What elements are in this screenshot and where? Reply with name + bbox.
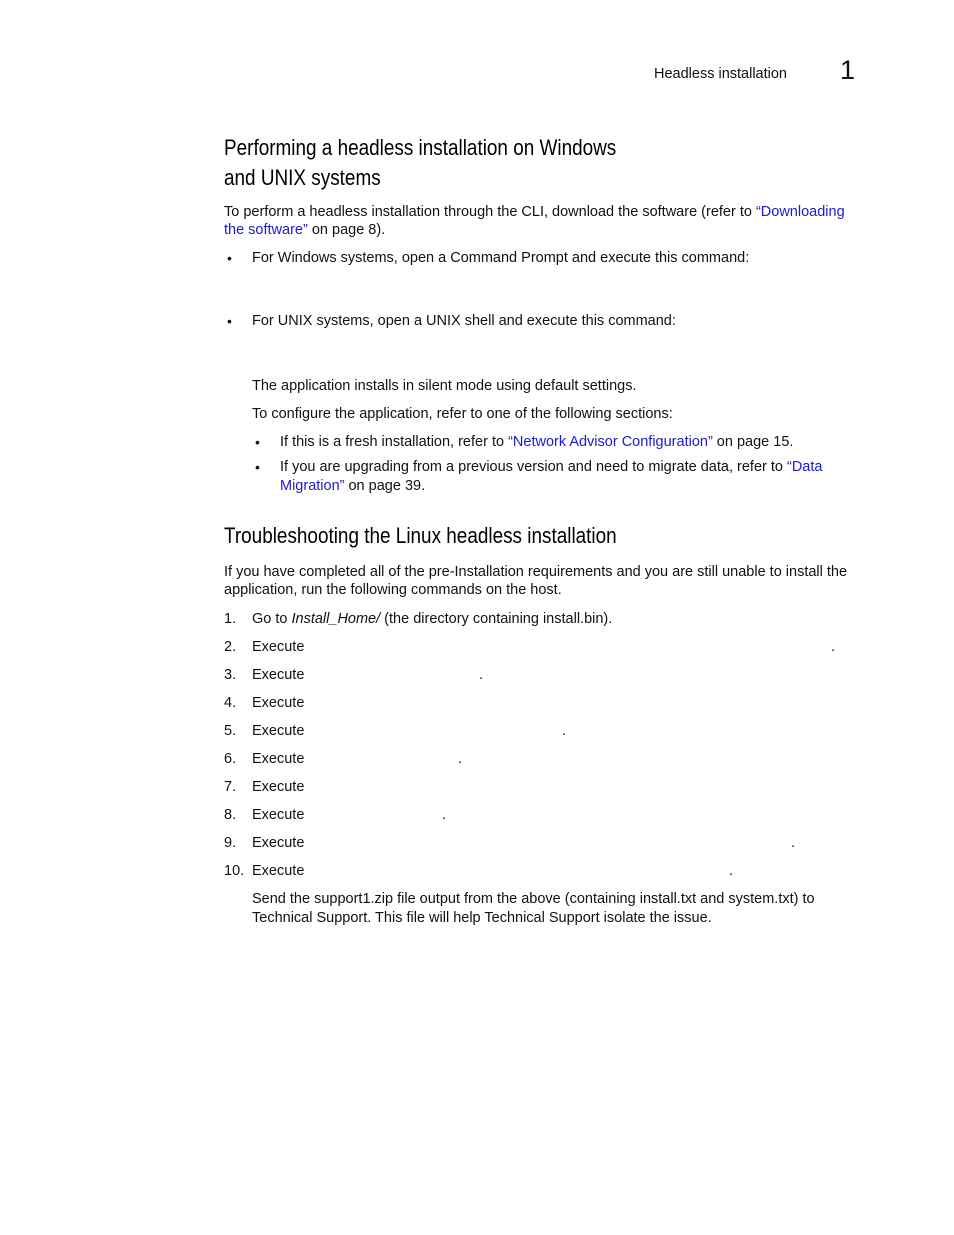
bullet-windows: For Windows systems, open a Command Prompt and execute this command: [252,250,750,266]
running-header: Headless installation [654,66,787,82]
step-period: . [831,639,836,655]
step-number: 5. [224,723,237,739]
step-number: 10. [224,863,245,879]
step-number: 2. [224,639,237,655]
intro-line-1 [224,204,845,220]
intro-text: To perform a headless installation through the CLI, download the software (refer to [224,204,756,220]
link-network-advisor-config[interactable]: “Network Advisor Configuration” [508,434,713,450]
intro-line-2 [224,222,385,238]
intro-page-ref: on page 8). [307,222,386,238]
step-period: . [479,667,484,683]
step-execute-label: Execute [252,863,305,879]
link-downloading-software[interactable]: “Downloading [755,204,845,220]
step-number: 1. [224,611,237,627]
step-period: . [791,835,796,851]
troubleshoot-intro-line-2: application, run the following commands on the host. [224,582,562,598]
step-period: . [458,751,463,767]
step-number: 4. [224,695,237,711]
step1-pre: Go to [252,611,292,627]
sub1-page-ref: on page 15. [712,434,794,450]
step-execute-label: Execute [252,779,305,795]
step-1-text [252,611,612,627]
section-heading-troubleshooting: Troubleshooting the Linux headless installation [224,523,617,548]
step-execute-label: Execute [252,695,305,711]
sub1-text: If this is a fresh installation, refer to [280,434,509,450]
troubleshoot-intro-line-1: If you have completed all of the pre-Installation requirements and you are still unable to install the [224,564,848,580]
step-execute-label: Execute [252,723,305,739]
step-execute-label: Execute [252,667,305,683]
link-data-migration[interactable]: “Data [786,459,823,475]
step-execute-label: Execute [252,751,305,767]
sub2-text: If you are upgrading from a previous version and need to migrate data, refer to [280,459,787,475]
step-number: 6. [224,751,237,767]
link-downloading-software-cont[interactable]: the software” [224,222,308,238]
bullet-dot: • [255,459,260,475]
step1-post: (the directory containing install.bin). [380,611,613,627]
step-number: 7. [224,779,237,795]
sub-bullet-upgrade-line-1 [280,459,822,475]
step-execute-label: Execute [252,639,305,655]
heading-line-2: and UNIX systems [224,165,381,190]
link-data-migration-cont[interactable]: Migration” [280,478,345,494]
step-number: 8. [224,807,237,823]
sub2-page-ref: on page 39. [344,478,426,494]
heading-line-1: Performing a headless installation on Windows [224,135,617,160]
step-number: 9. [224,835,237,851]
configure-text: To configure the application, refer to one of the following sections: [252,406,673,422]
step-period: . [442,807,447,823]
sub-bullet-fresh-install [280,434,793,450]
bullet-dot: • [227,250,232,266]
chapter-number: 1 [840,55,856,85]
bullet-dot: • [227,313,232,329]
closing-line-1: Send the support1.zip file output from the above (containing install.txt and system.txt) to [252,891,815,907]
install-home-path: Install_Home/ [291,611,381,627]
silent-mode-text: The application installs in silent mode using default settings. [252,378,637,394]
sub-bullet-upgrade-line-2 [280,478,425,494]
closing-line-2: Technical Support. This file will help Technical Support isolate the issue. [252,910,712,926]
step-period: . [729,863,734,879]
section-heading-headless-install [224,133,616,193]
step-execute-label: Execute [252,807,305,823]
step-number: 3. [224,667,237,683]
bullet-dot: • [255,434,260,450]
step-period: . [562,723,567,739]
step-execute-label: Execute [252,835,305,851]
bullet-unix: For UNIX systems, open a UNIX shell and execute this command: [252,313,676,329]
